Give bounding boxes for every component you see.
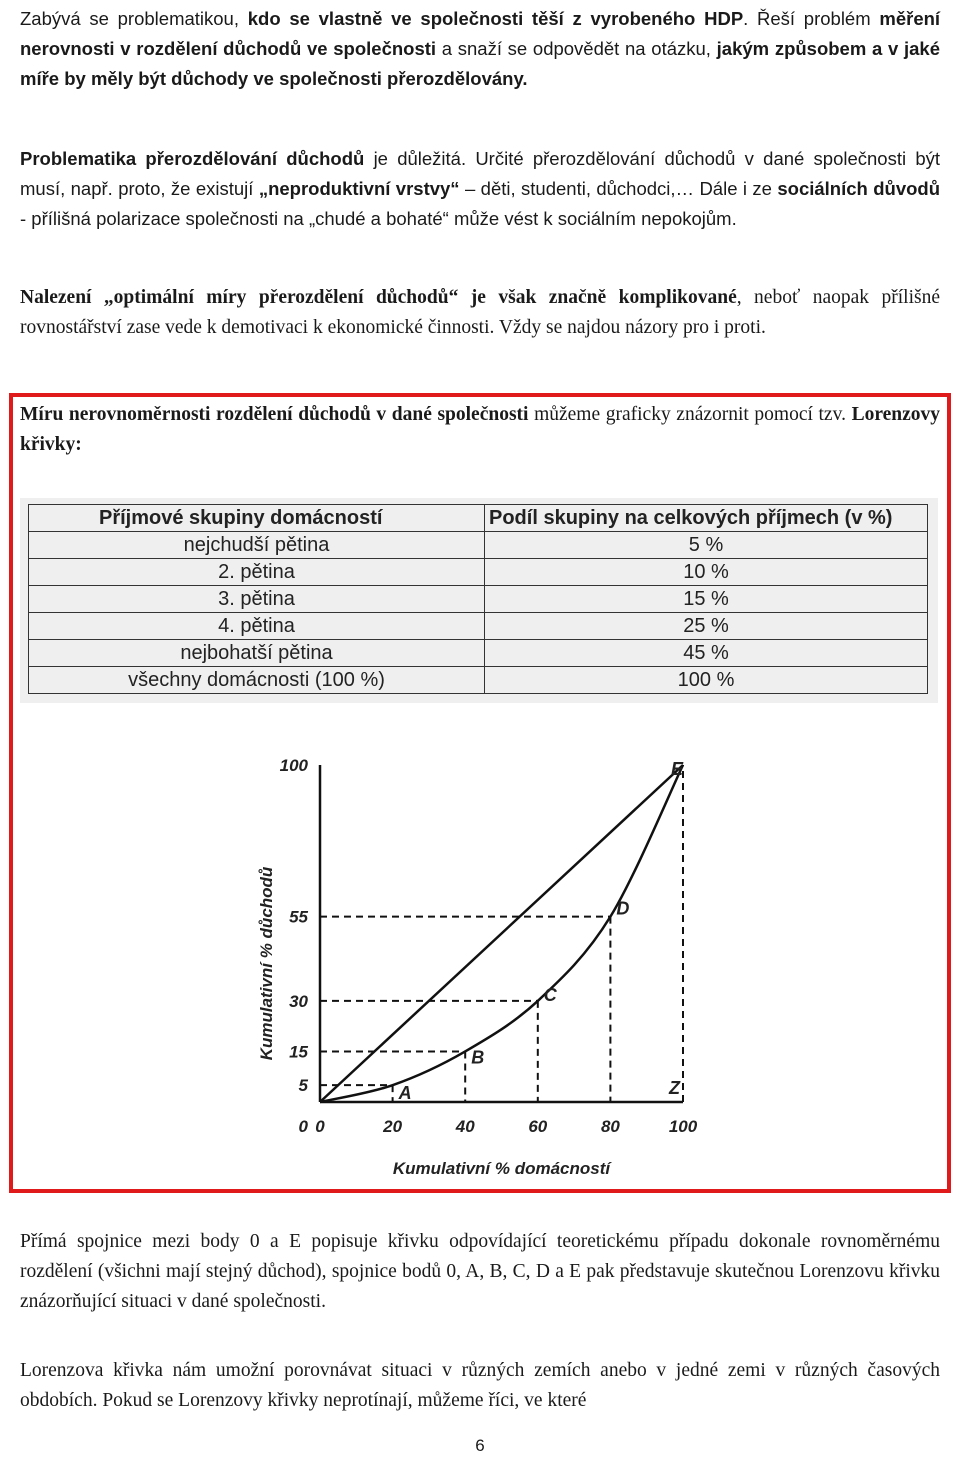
x-tick-label: 80 — [600, 1117, 620, 1136]
y-tick-label: 30 — [289, 991, 308, 1011]
table-row: všechny domácnosti (100 %) 100 % — [29, 667, 928, 694]
x-tick-label: 40 — [455, 1117, 475, 1136]
table-row: nejbohatší pětina 45 % — [29, 640, 928, 667]
x-tick-label: 20 — [383, 1117, 403, 1136]
point-label: E — [671, 759, 684, 779]
table-header-groups: Příjmové skupiny domácností — [29, 505, 485, 532]
x-tick-label: 0 — [315, 1117, 325, 1136]
table-row: 4. pětina 25 % — [29, 613, 928, 640]
x-tick-label: 100 — [668, 1117, 698, 1136]
y-tick-label: 15 — [289, 1042, 308, 1062]
paragraph-lorenz-explanation: Přímá spojnice mezi body 0 a E popisuje křivku odpovídající teoretickému případu dokonale rovnoměrnému rozdělení (všichni mají stejný důchod), spojnice bodů 0, A, B, C, D a E pak představuje skutečnou Lorenzovu křivku znázorňující situaci v dané společnosti. — [20, 1231, 940, 1312]
y-tick-label: 0 — [298, 1117, 308, 1136]
paragraph-redistribution: Problematika přerozdělování důchodů je důležitá. Určité přerozdělování důchodů v dané společnosti být musí, např. proto, že existují „neproduktivní vrstvy“ – děti, studenti, důchodci,… Dále i ze sociálních důvodů - přílišná polarizace společnosti na „chudé a bohaté“ může vést k sociálním nepokojům. — [20, 148, 941, 229]
paragraph-lorenz-comparison: Lorenzova křivka nám umožní porovnávat situaci v různých zemích anebo v jedné zemi v různých časových obdobích. Pokud se Lorenzovy křivky neprotínají, můžeme říci, ve které — [20, 1360, 940, 1411]
paragraph-lorenz-intro: Míru nerovnoměrnosti rozdělení důchodů v dané společnosti můžeme graficky znázornit pomocí tzv. Lorenzovy křivky: — [20, 404, 941, 455]
table-row: nejchudší pětina 5 % — [29, 532, 928, 559]
paragraph-intro: Zabývá se problematikou, kdo se vlastně ve společnosti těší z vyrobeného HDP. Řeší problém měření nerovnosti v rozdělení důchodů ve společnosti a snaží se odpovědět na otázku, jakým způsobem a v jaké míře by měly být důchody ve společnosti přerozdělovány. — [20, 8, 941, 89]
point-label: A — [398, 1083, 412, 1104]
income-share-table — [28, 504, 928, 694]
point-label: D — [616, 898, 630, 919]
point-label: C — [543, 984, 557, 1005]
table-header-share: Podíl skupiny na celkových příjmech (v %) — [485, 505, 928, 532]
point-label: Z — [669, 1078, 680, 1098]
y-tick-label: 5 — [298, 1076, 308, 1096]
table-row: 3. pětina 15 % — [29, 586, 928, 613]
y-axis-title: Kumulativní % důchodů — [257, 866, 276, 1061]
income-table-image — [20, 498, 938, 703]
x-tick-label: 60 — [528, 1117, 548, 1136]
x-axis-title: Kumulativní % domácností — [392, 1159, 611, 1178]
page-number: 6 — [475, 1436, 485, 1455]
equality-line — [320, 765, 683, 1102]
point-label: B — [471, 1047, 485, 1068]
y-tick-label: 100 — [279, 756, 308, 775]
paragraph-optimal-rate: Nalezení „optimální míry přerozdělení důchodů“ je však značně komplikované, neboť naopak přílišné rovnostářství zase vede k demotivaci k ekonomické činnosti. Vždy se najdou názory pro i proti. — [20, 287, 940, 338]
table-row: 2. pětina 10 % — [29, 559, 928, 586]
lorenz-curve-chart — [240, 740, 720, 1185]
y-tick-label: 55 — [289, 907, 308, 927]
